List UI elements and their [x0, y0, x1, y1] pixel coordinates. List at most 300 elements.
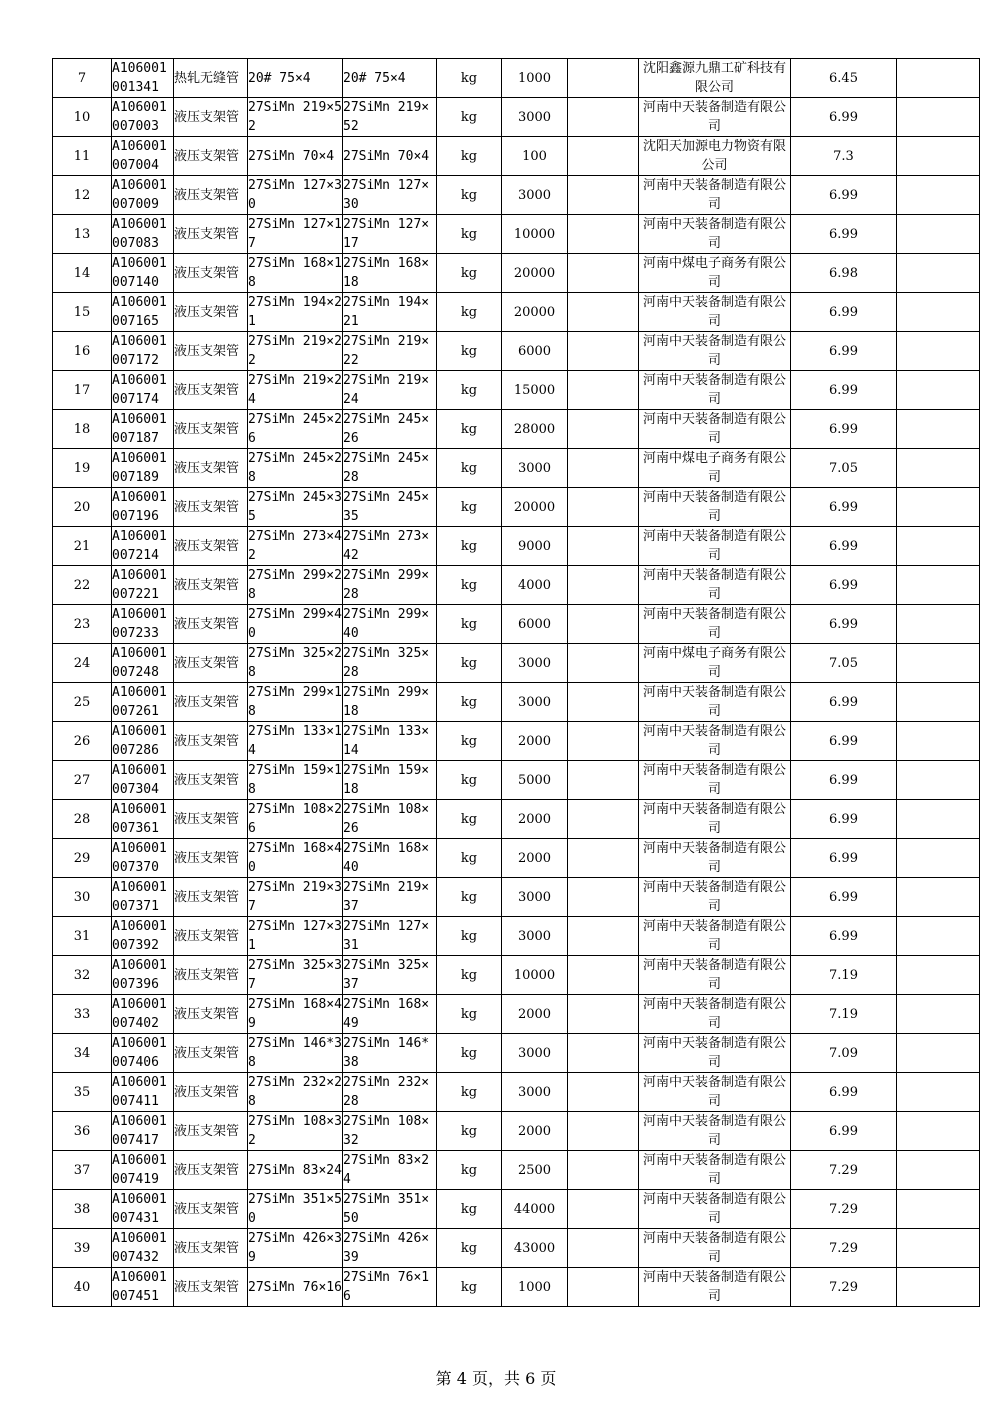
quantity: 28000 — [502, 410, 568, 449]
unit: kg — [437, 1073, 502, 1112]
material-grade: 27SiMn 168×18 — [343, 254, 437, 293]
material-name: 液压支架管 — [174, 1229, 248, 1268]
remark — [897, 176, 980, 215]
specification: 27SiMn 127×17 — [248, 215, 343, 254]
unit: kg — [437, 410, 502, 449]
material-code: A106001007451 — [112, 1268, 174, 1307]
quantity: 6000 — [502, 605, 568, 644]
unit-price: 7.29 — [791, 1151, 897, 1190]
table-row — [53, 293, 980, 332]
remark — [897, 1268, 980, 1307]
material-code: A106001007431 — [112, 1190, 174, 1229]
supplier: 河南中煤电子商务有限公司 — [639, 644, 791, 683]
material-code: A106001007003 — [112, 98, 174, 137]
unit: kg — [437, 1268, 502, 1307]
unit: kg — [437, 527, 502, 566]
quantity: 10000 — [502, 215, 568, 254]
blank-cell — [568, 1229, 639, 1268]
material-grade: 27SiMn 194×21 — [343, 293, 437, 332]
unit-price: 6.99 — [791, 1112, 897, 1151]
table-row — [53, 1268, 980, 1307]
row-number: 20 — [53, 488, 112, 527]
specification: 27SiMn 245×26 — [248, 410, 343, 449]
table-row — [53, 1112, 980, 1151]
blank-cell — [568, 527, 639, 566]
unit-price: 6.99 — [791, 683, 897, 722]
quantity: 9000 — [502, 527, 568, 566]
table-row — [53, 839, 980, 878]
material-grade: 27SiMn 108×32 — [343, 1112, 437, 1151]
blank-cell — [568, 410, 639, 449]
remark — [897, 410, 980, 449]
row-number: 26 — [53, 722, 112, 761]
row-number: 38 — [53, 1190, 112, 1229]
remark — [897, 527, 980, 566]
specification: 27SiMn 168×49 — [248, 995, 343, 1034]
supplier: 河南中天装备制造有限公司 — [639, 761, 791, 800]
material-grade: 27SiMn 219×22 — [343, 332, 437, 371]
quantity: 3000 — [502, 683, 568, 722]
row-number: 39 — [53, 1229, 112, 1268]
quantity: 2000 — [502, 722, 568, 761]
unit-price: 6.99 — [791, 215, 897, 254]
blank-cell — [568, 839, 639, 878]
material-code: A106001007004 — [112, 137, 174, 176]
supplier: 河南中天装备制造有限公司 — [639, 215, 791, 254]
unit: kg — [437, 683, 502, 722]
remark — [897, 449, 980, 488]
unit: kg — [437, 449, 502, 488]
unit-price: 7.29 — [791, 1268, 897, 1307]
specification: 27SiMn 76×16 — [248, 1268, 343, 1307]
row-number: 14 — [53, 254, 112, 293]
unit-price: 6.99 — [791, 917, 897, 956]
row-number: 23 — [53, 605, 112, 644]
quantity: 3000 — [502, 1073, 568, 1112]
table-row — [53, 1034, 980, 1073]
quantity: 100 — [502, 137, 568, 176]
unit-price: 7.09 — [791, 1034, 897, 1073]
specification: 27SiMn 168×18 — [248, 254, 343, 293]
material-name: 液压支架管 — [174, 683, 248, 722]
unit: kg — [437, 254, 502, 293]
unit: kg — [437, 1229, 502, 1268]
unit: kg — [437, 722, 502, 761]
material-name: 液压支架管 — [174, 1151, 248, 1190]
remark — [897, 59, 980, 98]
unit: kg — [437, 761, 502, 800]
unit-price: 6.45 — [791, 59, 897, 98]
row-number: 13 — [53, 215, 112, 254]
unit-price: 7.19 — [791, 995, 897, 1034]
unit: kg — [437, 566, 502, 605]
row-number: 27 — [53, 761, 112, 800]
material-name: 液压支架管 — [174, 137, 248, 176]
unit-price: 6.99 — [791, 371, 897, 410]
unit: kg — [437, 1034, 502, 1073]
unit: kg — [437, 956, 502, 995]
supplier: 河南中天装备制造有限公司 — [639, 878, 791, 917]
table-body — [53, 59, 980, 1307]
blank-cell — [568, 293, 639, 332]
table-row — [53, 176, 980, 215]
quantity: 3000 — [502, 98, 568, 137]
specification: 27SiMn 168×40 — [248, 839, 343, 878]
specification: 27SiMn 426×39 — [248, 1229, 343, 1268]
quantity: 43000 — [502, 1229, 568, 1268]
supplier: 河南中天装备制造有限公司 — [639, 1112, 791, 1151]
specification: 27SiMn 219×24 — [248, 371, 343, 410]
material-grade: 27SiMn 83×24 — [343, 1151, 437, 1190]
material-name: 液压支架管 — [174, 1190, 248, 1229]
material-name: 液压支架管 — [174, 527, 248, 566]
remark — [897, 1034, 980, 1073]
quantity: 2000 — [502, 800, 568, 839]
material-grade: 27SiMn 299×28 — [343, 566, 437, 605]
material-code: A106001007402 — [112, 995, 174, 1034]
blank-cell — [568, 1034, 639, 1073]
supplier: 河南中天装备制造有限公司 — [639, 1190, 791, 1229]
page-footer: 第 4 页，共 6 页 — [435, 1369, 557, 1388]
row-number: 36 — [53, 1112, 112, 1151]
unit: kg — [437, 98, 502, 137]
quantity: 15000 — [502, 371, 568, 410]
supplier: 河南中天装备制造有限公司 — [639, 956, 791, 995]
material-code: A106001007214 — [112, 527, 174, 566]
material-code: A106001007196 — [112, 488, 174, 527]
blank-cell — [568, 371, 639, 410]
table-row — [53, 215, 980, 254]
blank-cell — [568, 98, 639, 137]
supplier: 河南中天装备制造有限公司 — [639, 527, 791, 566]
unit-price: 6.99 — [791, 566, 897, 605]
quantity: 3000 — [502, 176, 568, 215]
row-number: 32 — [53, 956, 112, 995]
remark — [897, 917, 980, 956]
quantity: 20000 — [502, 293, 568, 332]
material-name: 液压支架管 — [174, 566, 248, 605]
supplier: 沈阳天加源电力物资有限公司 — [639, 137, 791, 176]
material-code: A106001007411 — [112, 1073, 174, 1112]
remark — [897, 1112, 980, 1151]
quantity: 5000 — [502, 761, 568, 800]
table-row — [53, 1151, 980, 1190]
blank-cell — [568, 761, 639, 800]
unit-price: 6.99 — [791, 410, 897, 449]
unit: kg — [437, 800, 502, 839]
row-number: 35 — [53, 1073, 112, 1112]
table-row — [53, 995, 980, 1034]
remark — [897, 761, 980, 800]
material-grade: 27SiMn 146*38 — [343, 1034, 437, 1073]
remark — [897, 215, 980, 254]
material-code: A106001007370 — [112, 839, 174, 878]
unit-price: 7.29 — [791, 1190, 897, 1229]
quantity: 3000 — [502, 878, 568, 917]
remark — [897, 1190, 980, 1229]
quantity: 2000 — [502, 1112, 568, 1151]
unit: kg — [437, 1190, 502, 1229]
unit: kg — [437, 605, 502, 644]
specification: 27SiMn 108×32 — [248, 1112, 343, 1151]
table-row — [53, 1073, 980, 1112]
supplier: 河南中天装备制造有限公司 — [639, 566, 791, 605]
remark — [897, 371, 980, 410]
quantity: 2000 — [502, 839, 568, 878]
remark — [897, 566, 980, 605]
material-code: A106001007233 — [112, 605, 174, 644]
row-number: 22 — [53, 566, 112, 605]
unit: kg — [437, 995, 502, 1034]
material-grade: 27SiMn 219×24 — [343, 371, 437, 410]
material-grade: 27SiMn 127×17 — [343, 215, 437, 254]
specification: 27SiMn 133×14 — [248, 722, 343, 761]
unit-price: 6.99 — [791, 761, 897, 800]
quantity: 1000 — [502, 59, 568, 98]
quantity: 3000 — [502, 917, 568, 956]
material-code: A106001007419 — [112, 1151, 174, 1190]
supplier: 河南中天装备制造有限公司 — [639, 332, 791, 371]
row-number: 24 — [53, 644, 112, 683]
material-code: A106001007189 — [112, 449, 174, 488]
specification: 27SiMn 108×26 — [248, 800, 343, 839]
row-number: 12 — [53, 176, 112, 215]
specification: 27SiMn 219×37 — [248, 878, 343, 917]
specification: 27SiMn 219×22 — [248, 332, 343, 371]
remark — [897, 1151, 980, 1190]
remark — [897, 956, 980, 995]
material-name: 液压支架管 — [174, 995, 248, 1034]
supplier: 河南中天装备制造有限公司 — [639, 800, 791, 839]
unit: kg — [437, 137, 502, 176]
supplier: 河南中天装备制造有限公司 — [639, 488, 791, 527]
material-name: 液压支架管 — [174, 254, 248, 293]
material-name: 液压支架管 — [174, 800, 248, 839]
unit: kg — [437, 332, 502, 371]
row-number: 7 — [53, 59, 112, 98]
quantity: 2000 — [502, 995, 568, 1034]
material-code: A106001001341 — [112, 59, 174, 98]
material-grade: 27SiMn 159×18 — [343, 761, 437, 800]
price-table — [52, 58, 980, 1307]
remark — [897, 995, 980, 1034]
row-number: 17 — [53, 371, 112, 410]
quantity: 2500 — [502, 1151, 568, 1190]
row-number: 21 — [53, 527, 112, 566]
material-name: 液压支架管 — [174, 1034, 248, 1073]
remark — [897, 722, 980, 761]
remark — [897, 878, 980, 917]
supplier: 河南中天装备制造有限公司 — [639, 176, 791, 215]
unit-price: 6.99 — [791, 722, 897, 761]
unit-price: 6.99 — [791, 1073, 897, 1112]
material-name: 液压支架管 — [174, 293, 248, 332]
row-number: 30 — [53, 878, 112, 917]
blank-cell — [568, 1073, 639, 1112]
material-grade: 27SiMn 351×50 — [343, 1190, 437, 1229]
material-grade: 27SiMn 127×30 — [343, 176, 437, 215]
blank-cell — [568, 1190, 639, 1229]
material-code: A106001007248 — [112, 644, 174, 683]
specification: 27SiMn 325×37 — [248, 956, 343, 995]
specification: 27SiMn 83×24 — [248, 1151, 343, 1190]
unit-price: 7.19 — [791, 956, 897, 995]
supplier: 沈阳鑫源九鼎工矿科技有限公司 — [639, 59, 791, 98]
material-name: 液压支架管 — [174, 761, 248, 800]
specification: 27SiMn 325×28 — [248, 644, 343, 683]
blank-cell — [568, 956, 639, 995]
specification: 27SiMn 219×52 — [248, 98, 343, 137]
table-row — [53, 566, 980, 605]
unit-price: 6.99 — [791, 332, 897, 371]
table-row — [53, 683, 980, 722]
unit-price: 6.99 — [791, 98, 897, 137]
blank-cell — [568, 722, 639, 761]
remark — [897, 137, 980, 176]
material-name: 液压支架管 — [174, 1073, 248, 1112]
unit-price: 6.99 — [791, 527, 897, 566]
material-code: A106001007432 — [112, 1229, 174, 1268]
quantity: 6000 — [502, 332, 568, 371]
blank-cell — [568, 332, 639, 371]
material-grade: 27SiMn 299×40 — [343, 605, 437, 644]
material-name: 热轧无缝管 — [174, 59, 248, 98]
material-grade: 27SiMn 245×35 — [343, 488, 437, 527]
material-code: A106001007187 — [112, 410, 174, 449]
row-number: 16 — [53, 332, 112, 371]
remark — [897, 254, 980, 293]
remark — [897, 293, 980, 332]
supplier: 河南中煤电子商务有限公司 — [639, 449, 791, 488]
supplier: 河南中天装备制造有限公司 — [639, 605, 791, 644]
remark — [897, 839, 980, 878]
material-grade: 27SiMn 133×14 — [343, 722, 437, 761]
unit: kg — [437, 644, 502, 683]
table-row — [53, 1229, 980, 1268]
table-row — [53, 917, 980, 956]
table-row — [53, 332, 980, 371]
material-code: A106001007361 — [112, 800, 174, 839]
material-grade: 27SiMn 108×26 — [343, 800, 437, 839]
table-row — [53, 605, 980, 644]
supplier: 河南中天装备制造有限公司 — [639, 722, 791, 761]
specification: 27SiMn 299×18 — [248, 683, 343, 722]
quantity: 20000 — [502, 488, 568, 527]
unit: kg — [437, 293, 502, 332]
unit-price: 7.05 — [791, 449, 897, 488]
material-grade: 27SiMn 232×28 — [343, 1073, 437, 1112]
row-number: 15 — [53, 293, 112, 332]
material-name: 液压支架管 — [174, 371, 248, 410]
blank-cell — [568, 176, 639, 215]
blank-cell — [568, 254, 639, 293]
quantity: 44000 — [502, 1190, 568, 1229]
specification: 27SiMn 299×28 — [248, 566, 343, 605]
specification: 27SiMn 245×35 — [248, 488, 343, 527]
table-row — [53, 800, 980, 839]
table-row — [53, 527, 980, 566]
unit-price: 6.99 — [791, 293, 897, 332]
unit-price: 7.29 — [791, 1229, 897, 1268]
row-number: 10 — [53, 98, 112, 137]
blank-cell — [568, 995, 639, 1034]
material-name: 液压支架管 — [174, 449, 248, 488]
material-code: A106001007009 — [112, 176, 174, 215]
table-row — [53, 449, 980, 488]
table-row — [53, 644, 980, 683]
specification: 27SiMn 232×28 — [248, 1073, 343, 1112]
material-name: 液压支架管 — [174, 332, 248, 371]
material-grade: 27SiMn 219×37 — [343, 878, 437, 917]
row-number: 33 — [53, 995, 112, 1034]
table-row — [53, 410, 980, 449]
material-code: A106001007396 — [112, 956, 174, 995]
unit: kg — [437, 215, 502, 254]
supplier: 河南中天装备制造有限公司 — [639, 1151, 791, 1190]
row-number: 37 — [53, 1151, 112, 1190]
remark — [897, 1229, 980, 1268]
remark — [897, 800, 980, 839]
row-number: 31 — [53, 917, 112, 956]
supplier: 河南中天装备制造有限公司 — [639, 293, 791, 332]
blank-cell — [568, 59, 639, 98]
table-row — [53, 722, 980, 761]
specification: 27SiMn 245×28 — [248, 449, 343, 488]
blank-cell — [568, 449, 639, 488]
specification: 27SiMn 146*38 — [248, 1034, 343, 1073]
quantity: 3000 — [502, 449, 568, 488]
material-name: 液压支架管 — [174, 605, 248, 644]
material-name: 液压支架管 — [174, 410, 248, 449]
material-grade: 27SiMn 426×39 — [343, 1229, 437, 1268]
unit: kg — [437, 59, 502, 98]
specification: 20# 75×4 — [248, 59, 343, 98]
unit-price: 6.98 — [791, 254, 897, 293]
blank-cell — [568, 683, 639, 722]
unit: kg — [437, 1112, 502, 1151]
material-name: 液压支架管 — [174, 98, 248, 137]
material-name: 液压支架管 — [174, 488, 248, 527]
supplier: 河南中天装备制造有限公司 — [639, 1268, 791, 1307]
material-code: A106001007221 — [112, 566, 174, 605]
remark — [897, 98, 980, 137]
unit: kg — [437, 839, 502, 878]
material-name: 液压支架管 — [174, 644, 248, 683]
material-code: A106001007140 — [112, 254, 174, 293]
material-grade: 27SiMn 76×16 — [343, 1268, 437, 1307]
blank-cell — [568, 1268, 639, 1307]
material-name: 液压支架管 — [174, 956, 248, 995]
quantity: 3000 — [502, 1034, 568, 1073]
material-code: A106001007304 — [112, 761, 174, 800]
blank-cell — [568, 215, 639, 254]
specification: 27SiMn 159×18 — [248, 761, 343, 800]
unit-price: 6.99 — [791, 800, 897, 839]
material-name: 液压支架管 — [174, 176, 248, 215]
material-code: A106001007371 — [112, 878, 174, 917]
material-code: A106001007174 — [112, 371, 174, 410]
material-grade: 27SiMn 325×37 — [343, 956, 437, 995]
specification: 27SiMn 273×42 — [248, 527, 343, 566]
unit: kg — [437, 1151, 502, 1190]
table-row — [53, 761, 980, 800]
specification: 27SiMn 194×21 — [248, 293, 343, 332]
material-grade: 27SiMn 70×4 — [343, 137, 437, 176]
blank-cell — [568, 644, 639, 683]
blank-cell — [568, 605, 639, 644]
unit-price: 6.99 — [791, 488, 897, 527]
table-row — [53, 371, 980, 410]
